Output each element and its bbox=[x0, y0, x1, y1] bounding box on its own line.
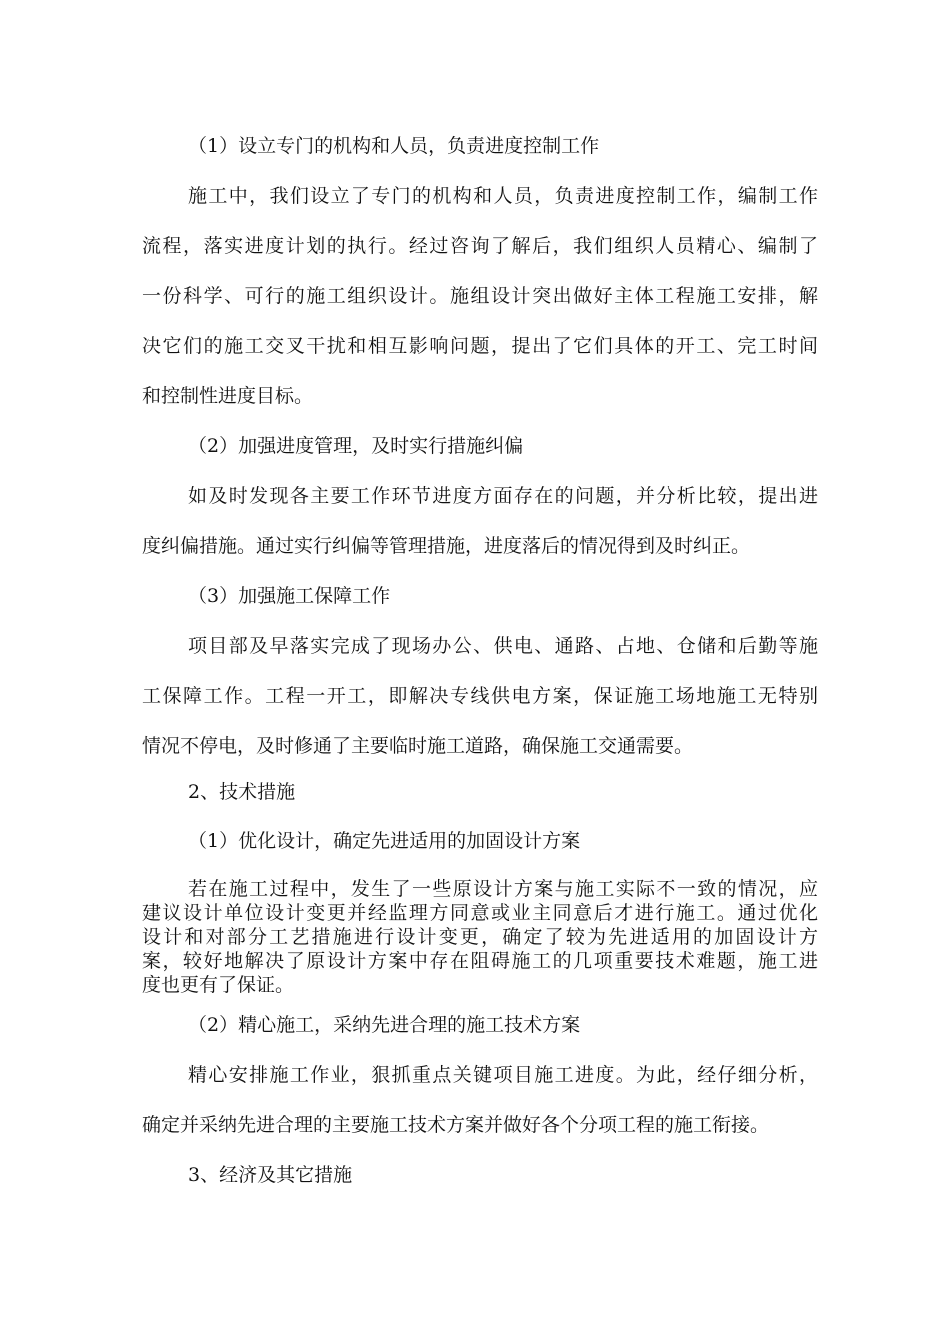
subheading-1: （1）设立专门的机构和人员，负责进度控制工作 bbox=[188, 135, 600, 157]
paragraph-2-line-1: 如及时发现各主要工作环节进度方面存在的问题，并分析比较，提出进 bbox=[188, 485, 818, 507]
subheading-4: （1）优化设计，确定先进适用的加固设计方案 bbox=[188, 830, 581, 852]
subheading-3: （3）加强施工保障工作 bbox=[188, 585, 391, 607]
section-heading-2: 2、技术措施 bbox=[188, 781, 296, 803]
paragraph-4-line-2: 建议设计单位设计变更并经监理方同意或业主同意后才进行施工。通过优化 bbox=[142, 902, 818, 924]
subheading-2: （2）加强进度管理，及时实行措施纠偏 bbox=[188, 435, 524, 457]
paragraph-1-line-3: 一份科学、可行的施工组织设计。施组设计突出做好主体工程施工安排，解 bbox=[142, 285, 818, 307]
paragraph-2-line-2: 度纠偏措施。通过实行纠偏等管理措施，进度落后的情况得到及时纠正。 bbox=[142, 535, 751, 557]
section-heading-3: 3、经济及其它措施 bbox=[188, 1164, 353, 1186]
paragraph-3-line-1: 项目部及早落实完成了现场办公、供电、通路、占地、仓储和后勤等施 bbox=[188, 635, 818, 657]
paragraph-4-line-4: 案，较好地解决了原设计方案中存在阻碍施工的几项重要技术难题，施工进 bbox=[142, 950, 818, 972]
paragraph-3-line-2: 工保障工作。工程一开工，即解决专线供电方案，保证施工场地施工无特别 bbox=[142, 685, 818, 707]
paragraph-4 bbox=[142, 877, 818, 997]
paragraph-1-line-4: 决它们的施工交叉干扰和相互影响问题，提出了它们具体的开工、完工时间 bbox=[142, 335, 818, 357]
paragraph-1-line-1: 施工中，我们设立了专门的机构和人员，负责进度控制工作，编制工作 bbox=[188, 185, 818, 207]
paragraph-3-line-3: 情况不停电，及时修通了主要临时施工道路，确保施工交通需要。 bbox=[142, 735, 694, 757]
paragraph-5-line-2: 确定并采纳先进合理的主要施工技术方案并做好各个分项工程的施工衔接。 bbox=[142, 1114, 770, 1136]
subheading-5: （2）精心施工，采纳先进合理的施工技术方案 bbox=[188, 1014, 581, 1036]
paragraph-5-line-1: 精心安排施工作业，狠抓重点关键项目施工进度。为此，经仔细分析， bbox=[188, 1064, 818, 1086]
paragraph-4-line-5: 度也更有了保证。 bbox=[142, 974, 295, 996]
paragraph-4-line-3: 设计和对部分工艺措施进行设计变更，确定了较为先进适用的加固设计方 bbox=[142, 926, 818, 948]
paragraph-4-line-1: 若在施工过程中，发生了一些原设计方案与施工实际不一致的情况，应 bbox=[188, 878, 818, 900]
paragraph-1-line-2: 流程，落实进度计划的执行。经过咨询了解后，我们组织人员精心、编制了 bbox=[142, 235, 818, 257]
paragraph-1-line-5: 和控制性进度目标。 bbox=[142, 385, 314, 407]
